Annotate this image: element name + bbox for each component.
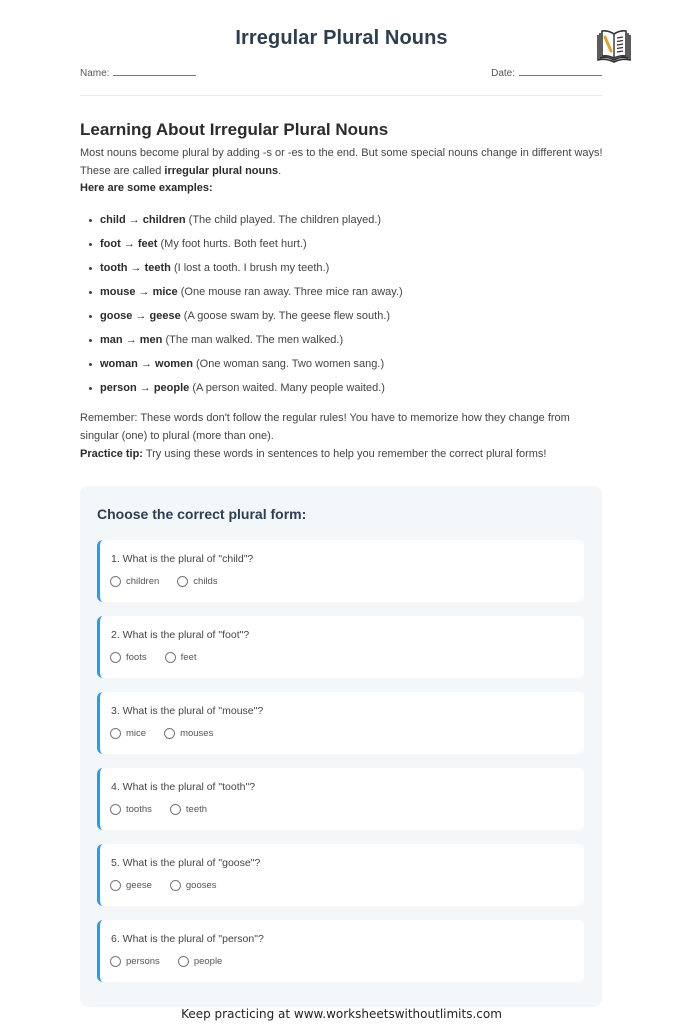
option-label: people [193, 956, 223, 967]
answer-options [110, 956, 240, 967]
date-field[interactable] [491, 67, 602, 79]
name-label: Name: [80, 68, 110, 79]
singular-word: tooth [100, 262, 128, 274]
quiz-title: Choose the correct plural form: [97, 506, 307, 522]
singular-word: woman [100, 358, 138, 370]
example-sentence: (I lost a tooth. I brush my teeth.) [173, 262, 330, 274]
answer-options [110, 880, 235, 891]
answer-option[interactable] [164, 728, 213, 739]
footer-link[interactable]: Keep practicing at www.worksheetswithoutlimits.com [181, 1007, 502, 1021]
answer-option[interactable] [165, 652, 197, 663]
question-text: 6. What is the plural of "person"? [111, 933, 264, 945]
option-label: mouses [180, 728, 214, 739]
option-label: mice [126, 728, 147, 739]
option-label: tooths [126, 804, 152, 815]
question-text: 3. What is the plural of "mouse"? [111, 705, 264, 717]
radio-button[interactable] [170, 880, 181, 891]
example-item [88, 260, 403, 284]
plural-word: men [139, 334, 163, 346]
option-label: feet [180, 652, 197, 663]
date-blank-line[interactable] [519, 67, 602, 76]
example-sentence: (The child played. The children played.) [188, 214, 382, 226]
example-sentence: (A person waited. Many people waited.) [192, 382, 385, 394]
answer-option[interactable] [110, 728, 146, 739]
option-label: children [126, 576, 160, 587]
radio-button[interactable] [110, 728, 121, 739]
example-item [88, 308, 403, 332]
option-label: foots [126, 652, 147, 663]
answer-options [110, 576, 236, 587]
example-item [88, 284, 403, 308]
examples-heading: Here are some examples: [80, 182, 213, 194]
singular-word: person [100, 382, 137, 394]
option-label: geese [126, 880, 152, 891]
option-label: teeth [185, 804, 208, 815]
example-sentence: (One woman sang. Two women sang.) [196, 358, 385, 370]
radio-button[interactable] [110, 804, 121, 815]
worksheet-title: Irregular Plural Nouns [235, 27, 448, 49]
plural-word: teeth [144, 262, 171, 274]
radio-button[interactable] [110, 576, 121, 587]
question-card [97, 540, 584, 602]
example-item [88, 332, 403, 356]
arrow-icon: → [128, 214, 140, 226]
singular-word: foot [100, 238, 121, 250]
answer-option[interactable] [110, 956, 160, 967]
question-card [97, 692, 584, 754]
radio-button[interactable] [164, 728, 175, 739]
arrow-icon: → [125, 334, 137, 346]
plural-word: geese [149, 310, 181, 322]
question-text: 1. What is the plural of "child"? [111, 553, 254, 565]
singular-word: goose [100, 310, 133, 322]
singular-word: child [100, 214, 126, 226]
example-sentence: (My foot hurts. Both feet hurt.) [160, 238, 307, 250]
tip-text: Try using these words in sentences to help you remember the correct plural forms! [142, 448, 547, 460]
answer-option[interactable] [110, 576, 159, 587]
answer-option[interactable] [110, 880, 152, 891]
answer-options [110, 804, 225, 815]
intro-text: Most nouns become plural by adding -s or -es to the end. But some special nouns change in different ways! These are called [80, 147, 603, 177]
remember-text: Remember: These words don't follow the regular rules! You have to memorize how they change from singular (one) to plural (more than one). [80, 412, 570, 442]
answer-option[interactable] [110, 652, 147, 663]
question-text: 2. What is the plural of "foot"? [111, 629, 250, 641]
quiz-panel [80, 486, 602, 1007]
plural-word: women [155, 358, 193, 370]
option-label: childs [193, 576, 218, 587]
question-card [97, 920, 584, 982]
answer-option[interactable] [177, 576, 217, 587]
plural-word: mice [152, 286, 178, 298]
answer-option[interactable] [170, 880, 217, 891]
lesson-intro [80, 145, 610, 198]
radio-button[interactable] [170, 804, 181, 815]
radio-button[interactable] [110, 652, 121, 663]
singular-word: mouse [100, 286, 136, 298]
example-sentence: (One mouse ran away. Three mice ran away.) [180, 286, 403, 298]
answer-options [110, 652, 214, 663]
plural-word: children [142, 214, 186, 226]
example-sentence: (The man walked. The men walked.) [165, 334, 344, 346]
name-field[interactable] [80, 67, 196, 79]
lesson-title: Learning About Irregular Plural Nouns [80, 120, 389, 139]
question-text: 4. What is the plural of "tooth"? [111, 781, 256, 793]
arrow-icon: → [138, 286, 150, 298]
question-text: 5. What is the plural of "goose"? [111, 857, 261, 869]
arrow-icon: → [130, 262, 142, 274]
example-item [88, 380, 403, 404]
radio-button[interactable] [110, 880, 121, 891]
question-card [97, 844, 584, 906]
example-item [88, 212, 403, 236]
open-book-pencil-icon [595, 29, 633, 65]
example-sentence: (A goose swam by. The geese flew south.) [183, 310, 391, 322]
radio-button[interactable] [110, 956, 121, 967]
student-info-row [80, 67, 602, 83]
intro-bold-term: irregular plural nouns [164, 164, 279, 177]
answer-options [110, 728, 231, 739]
name-blank-line[interactable] [113, 67, 196, 76]
divider [80, 95, 602, 96]
examples-list [88, 212, 403, 404]
plural-word: feet [137, 238, 158, 250]
option-label: gooses [185, 880, 217, 891]
question-card [97, 768, 584, 830]
intro-period: . [278, 164, 282, 177]
arrow-icon: → [139, 382, 151, 394]
example-item [88, 236, 403, 260]
arrow-icon: → [140, 358, 152, 370]
singular-word: man [100, 334, 123, 346]
radio-button[interactable] [177, 576, 188, 587]
answer-option[interactable] [110, 804, 152, 815]
radio-button[interactable] [178, 956, 189, 967]
radio-button[interactable] [165, 652, 176, 663]
arrow-icon: → [135, 310, 147, 322]
tip-label: Practice tip: [80, 448, 143, 460]
arrow-icon: → [123, 238, 135, 250]
option-label: persons [126, 956, 160, 967]
plural-word: people [153, 382, 190, 394]
example-item [88, 356, 403, 380]
answer-option[interactable] [170, 804, 207, 815]
answer-option[interactable] [178, 956, 223, 967]
date-label: Date: [491, 68, 515, 79]
question-card [97, 616, 584, 678]
remember-note [80, 409, 610, 463]
